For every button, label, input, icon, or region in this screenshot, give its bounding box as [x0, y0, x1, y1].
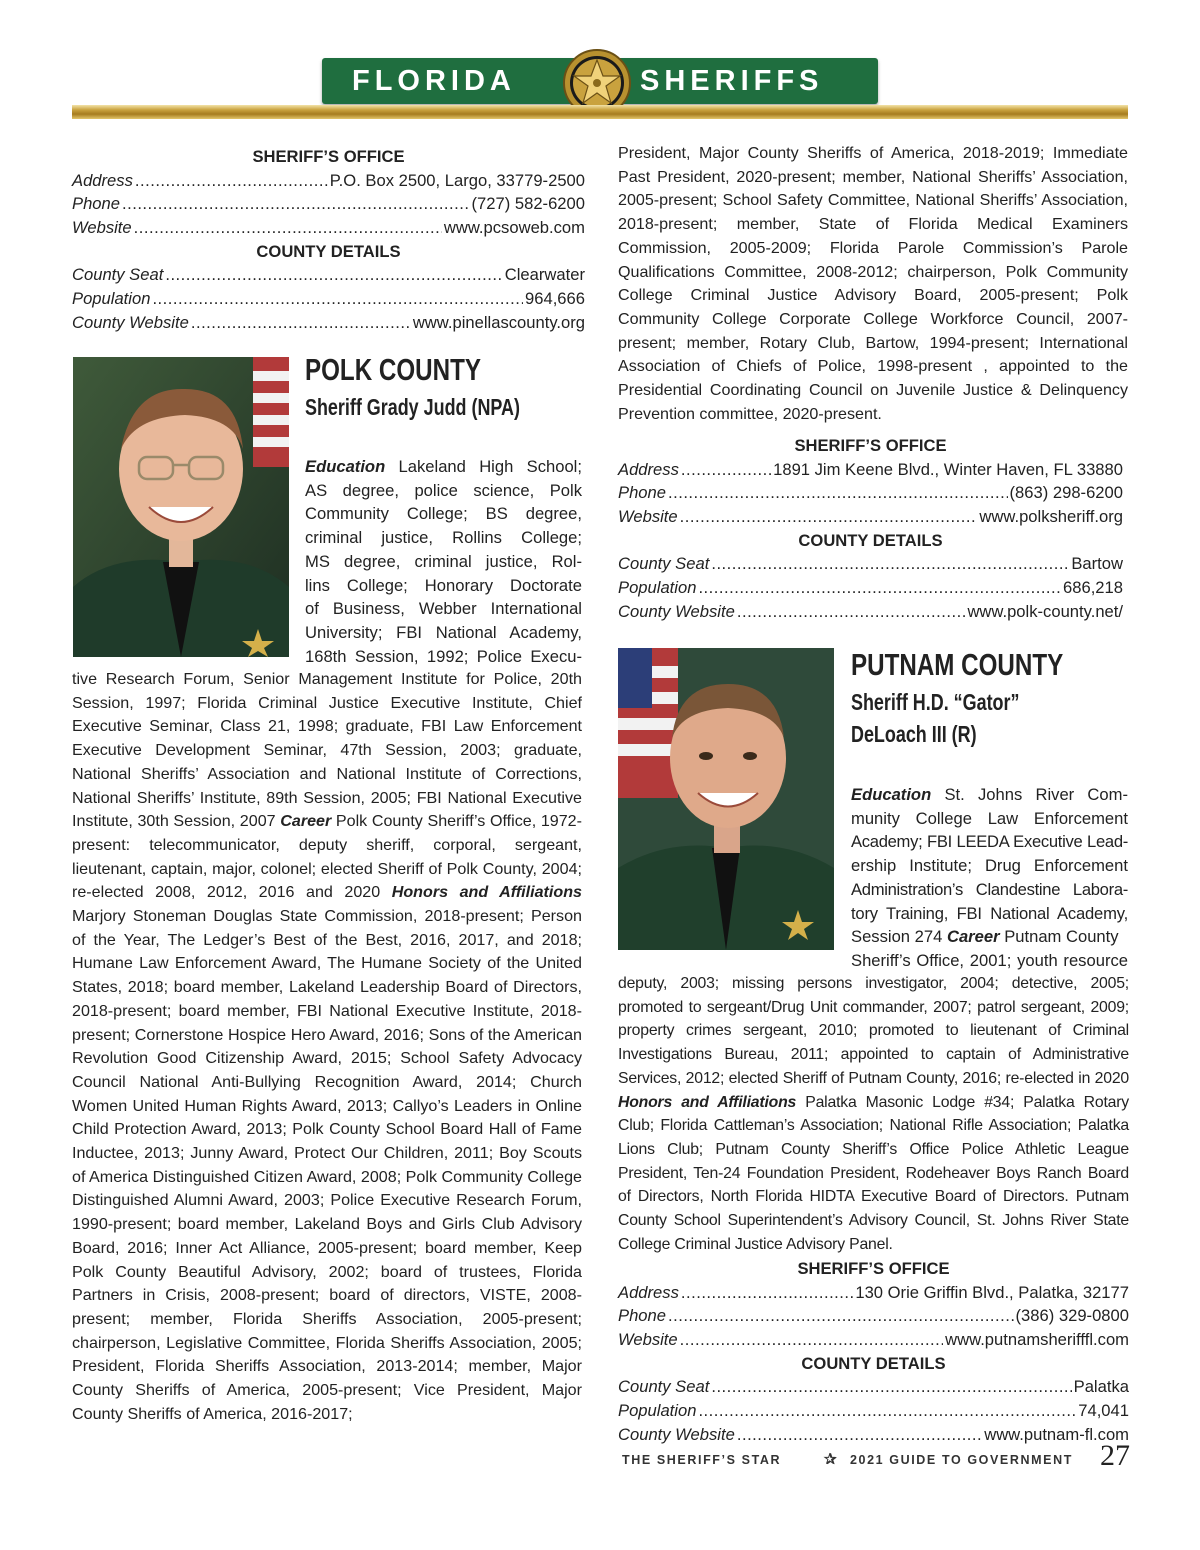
polk-office-heading: SHERIFF’S OFFICE: [794, 436, 947, 455]
polk-wrap-line-7: of Business, Webber International: [305, 599, 582, 619]
putnam-website-row: [618, 1328, 1129, 1352]
pinellas-county-website-label: County Website: [72, 312, 189, 332]
putnam-body-part2: Palatka Masonic Lodge #34; Palatka Rotary Club; Florida Cattleman’s Association; National Rifle Association; Palatka Lions Club; Putnam County Sheriff’s Office Police Athletic League President, Ten-24 Foundation President, Rodeheaver Boys Ranch Board of Directors, North Florida HIDTA Executive Board of Directors. Putnam County School Superintendent’s Advisory Council, St. Johns River State College Criminal Justice Advisory Panel.: [618, 1093, 1129, 1253]
putnam-sheriff-name-line2: DeLoach III (R): [851, 721, 977, 747]
header-gold-rule: [72, 105, 1128, 119]
pinellas-details: [72, 145, 585, 335]
pinellas-population-label: Population: [72, 289, 151, 309]
putnam-address-row: [618, 1281, 1129, 1305]
polk-biography-continued: [618, 142, 1128, 426]
polk-body-continued: President, Major County Sheriffs of America, 2018-2019; Immediate Past President, 2020-present; member, National Sheriffs’ Association, 2005-present; School Safety Committee, National Sheriffs’ Association, 2018-present; member, State of Florida Medical Examiners Commission, 2005-2009; Florida Parole Commission’s Parole Qualifications Committee, 2008-2012; chairperson, Polk Community College Criminal Justice Advisory Board, 2005-present; Polk Community College Corporate College Workforce Council, 2007-present; member, Rotary Club, Bartow, 1994-present; International Association of Chiefs of Police, 1998-present , appointed to the Presidential Coordinating Council on Juvenile Justice & Delinquency Prevention committee, 2020-present.: [618, 144, 1128, 423]
putnam-session: Session 274: [851, 927, 943, 947]
putnam-county-heading: COUNTY DETAILS: [801, 1353, 946, 1373]
putnam-wrap-line-6: tory Training, FBI National Academy,: [851, 903, 1128, 923]
putnam-wrap-line-3: Academy; FBI LEEDA Executive Lead-: [851, 832, 1128, 852]
pinellas-phone: (727) 582-6200: [471, 194, 585, 214]
putnam-sheriff-photo: [618, 648, 834, 950]
page-number: 27: [1100, 1439, 1130, 1472]
putnam-population-label: Population: [618, 1401, 697, 1421]
putnam-career-start: Putnam County: [1004, 927, 1119, 947]
putnam-seat-label: County Seat: [618, 1377, 710, 1397]
polk-county-website-link[interactable]: www.polk-county.net/: [967, 601, 1123, 621]
polk-website-row: [618, 505, 1123, 529]
polk-sheriff-name: Sheriff Grady Judd (NPA): [305, 394, 520, 420]
putnam-phone: (386) 329-0800: [1015, 1306, 1129, 1326]
pinellas-phone-row: [72, 192, 585, 216]
polk-seat-row: [618, 552, 1123, 576]
polk-address: 1891 Jim Keene Blvd., Winter Haven, FL 33880: [773, 459, 1123, 479]
polk-career-label: Career: [280, 812, 332, 831]
polk-wrap-line-3: Community College; BS degree,: [305, 504, 582, 524]
putnam-header: [851, 647, 1131, 749]
putnam-website-link[interactable]: www.putnamsherifffl.com: [945, 1330, 1129, 1350]
putnam-education-label: Education: [851, 785, 932, 804]
putnam-county-title: PUTNAM COUNTY: [851, 647, 1064, 682]
polk-wrap-line-1-text: Lakeland High School;: [398, 457, 582, 476]
polk-website-label: Website: [618, 507, 678, 527]
polk-phone: (863) 298-6200: [1009, 483, 1123, 503]
polk-portrait-image: [73, 357, 289, 657]
leader-dots: [680, 1328, 944, 1352]
polk-wrap-line-6: lins College; Honorary Doctorate: [305, 575, 582, 595]
leader-dots: [122, 192, 470, 216]
polk-seat-label: County Seat: [618, 554, 710, 574]
leader-dots: [737, 600, 966, 624]
putnam-county-website-label: County Website: [618, 1424, 735, 1444]
header-sheriffs-word: SHERIFFS: [640, 65, 824, 97]
putnam-wrap-line-2: munity College Law Enforcement: [851, 808, 1128, 828]
leader-dots: [681, 1281, 853, 1305]
polk-address-label: Address: [618, 459, 679, 479]
pinellas-seat-label: County Seat: [72, 265, 164, 285]
polk-sheriff-photo: [73, 357, 289, 657]
pinellas-website-row: [72, 216, 585, 240]
polk-education-wrap: [305, 455, 582, 668]
polk-phone-row: [618, 481, 1123, 505]
polk-wrap-line-8: University; FBI National Academy,: [305, 622, 582, 642]
putnam-seat-row: [618, 1375, 1129, 1399]
footer-star-icon: ✰: [824, 1451, 839, 1468]
pinellas-county-website-link[interactable]: www.pinellascounty.org: [412, 312, 585, 332]
putnam-wrap-line-8: Sheriff’s Office, 2001; youth resource: [851, 950, 1128, 970]
pinellas-population-row: [72, 287, 585, 311]
footer-guide: 2021 GUIDE TO GOVERNMENT: [850, 1453, 1073, 1467]
putnam-sheriff-name-line1: Sheriff H.D. “Gator”: [851, 689, 1020, 715]
polk-county-title: POLK COUNTY: [305, 352, 481, 387]
polk-phone-label: Phone: [618, 483, 666, 503]
putnam-county-website-link[interactable]: www.putnam-fl.com: [984, 1424, 1129, 1444]
putnam-population-row: [618, 1399, 1129, 1423]
polk-body-part1: tive Research Forum, Senior Management Institute for Police, 20th Session, 1997; Florida Criminal Justice Executive Institute, Chief Executive Seminar, Class 21, 1998; graduate, FBI Law Enforcement Executive Development Seminar, 47th Session, 2003; graduate, National Sheriffs’ Association and National Institute of Corrections, National Sheriffs’ Institute, 89th Session, 2005; FBI National Executive Institute, 30th Session, 2007: [72, 670, 582, 831]
pinellas-website-label: Website: [72, 218, 132, 238]
pinellas-seat: Clearwater: [504, 265, 585, 285]
leader-dots: [698, 1399, 1076, 1423]
footer-publication: THE SHERIFF’S STAR: [622, 1453, 782, 1467]
polk-wrap-line-5: MS degree, criminal justice, Rol-: [305, 551, 582, 571]
polk-honors-label: Honors and Affiliations: [391, 883, 582, 902]
polk-population-label: Population: [618, 578, 697, 598]
polk-wrap-line-1: [305, 455, 582, 479]
leader-dots: [135, 169, 328, 193]
putnam-honors-label: Honors and Affiliations: [618, 1093, 797, 1111]
polk-wrap-line-9: 168th Session, 1992; Police Execu-: [305, 646, 582, 666]
leader-dots: [165, 263, 502, 287]
leader-dots: [681, 458, 771, 482]
putnam-portrait-image: [618, 648, 834, 950]
putnam-seat: Palatka: [1073, 1377, 1129, 1397]
putnam-address-label: Address: [618, 1282, 679, 1302]
putnam-phone-row: [618, 1304, 1129, 1328]
polk-body-part3: Marjory Stoneman Douglas State Commission, 2018-present; Person of the Year, The Ledger’s Best of the Best, 2016, 2017, and 2018; Humane Law Enforcement Award, The Humane Society of the United States, 2018; board member, Lakeland Leadership Board of Directors, 2018-present; board member, FBI National Executive Institute, 2018-present; Cornerstone Hospice Hero Award, 2016; Sons of the American Revolution Good Citizenship Award, 2015; School Safety Advocacy Council National Anti-Bullying Recognition Award, 2014; Church Women United Human Rights Award, 2013; Callyo’s Leaders in Online Child Protection Award, 2013; Polk County School Board Hall of Fame Inductee, 2013; Junny Award, Protect Our Children, 2011; Boy Scouts of America Distinguished Citizen Award, 2008; Polk Community College Distinguished Alumni Award, 2003; Police Executive Research Forum, 1990-present; board member, Lakeland Boys and Girls Club Advisory Board, 2016; Inner Act Alliance, 2005-present; board member, Keep Polk County Beautiful Advisory, 2002; board of trustees, Florida Partners in Crisis, 2008-present; board of directors, VISTE, 2008-present; member, Florida Sheriffs Association, 2005-present; chairperson, Legislative Committee, Florida Sheriffs Association, 2005; President, Florida Sheriffs Association, 2013-2014; member, Major County Sheriffs of America, 2005-present; Vice President, Major County Sheriffs of America, 2016-2017;: [72, 907, 582, 1423]
pinellas-website-link[interactable]: www.pcsoweb.com: [443, 218, 585, 238]
putnam-website-label: Website: [618, 1330, 678, 1350]
polk-population-row: [618, 576, 1123, 600]
pinellas-address-label: Address: [72, 170, 133, 190]
leader-dots: [668, 1304, 1014, 1328]
putnam-details: [618, 1257, 1129, 1447]
header-florida-word: FLORIDA: [352, 65, 516, 97]
putnam-education-wrap: [851, 783, 1128, 973]
putnam-wrap-line-7: [851, 925, 1128, 949]
polk-county-website-label: County Website: [618, 601, 735, 621]
putnam-body-part1: deputy, 2003; missing persons investigator, 2004; detective, 2005; promoted to sergeant/Drug Unit commander, 2007; patrol sergeant, 2009; property crimes sergeant, 2010; promoted to lieutenant of Criminal Investigations Bureau, 2011; appointed to captain of Administrative Services, 2012; elected Sheriff of Putnam County, 2016; re-elected in 2020: [618, 975, 1129, 1087]
leader-dots: [191, 311, 411, 335]
polk-wrap-line-2: AS degree, police science, Polk: [305, 480, 582, 500]
leader-dots: [711, 552, 1069, 576]
putnam-career-label: Career: [946, 927, 1000, 947]
putnam-population: 74,041: [1078, 1401, 1129, 1421]
putnam-address: 130 Orie Griffin Blvd., Palatka, 32177: [855, 1282, 1129, 1302]
leader-dots: [134, 216, 442, 240]
leader-dots: [711, 1375, 1071, 1399]
pinellas-seat-row: [72, 263, 585, 287]
leader-dots: [680, 505, 978, 529]
polk-body-part2: Polk County Sheriff’s Office, 1972-present: telecommunicator, deputy sheriff, corporal, sergeant, lieutenant, captain, major, colonel; elected Sheriff of Polk County, 2004; re-elected 2008, 2012, 2016 and 2020: [72, 812, 582, 902]
putnam-office-heading: SHERIFF’S OFFICE: [797, 1259, 950, 1278]
pinellas-office-heading: SHERIFF’S OFFICE: [252, 147, 405, 166]
polk-population: 686,218: [1063, 578, 1123, 598]
pinellas-county-website-row: [72, 311, 585, 335]
polk-biography: [72, 668, 582, 1427]
polk-website-link[interactable]: www.polksheriff.org: [979, 507, 1123, 527]
leader-dots: [668, 481, 1008, 505]
putnam-phone-label: Phone: [618, 1306, 666, 1326]
leader-dots: [698, 576, 1061, 600]
polk-seat: Bartow: [1071, 554, 1123, 574]
putnam-wrap-line-5: Administration’s Clandestine Labora-: [851, 879, 1128, 899]
pinellas-address: P.O. Box 2500, Largo, 33779-2500: [329, 170, 585, 190]
putnam-biography: [618, 972, 1129, 1256]
putnam-wrap-line-1-text: St. Johns River Com-: [944, 785, 1128, 804]
polk-wrap-line-4: criminal justice, Rollins College;: [305, 528, 582, 548]
pinellas-population: 964,666: [525, 289, 585, 309]
leader-dots: [152, 287, 523, 311]
polk-county-website-row: [618, 600, 1123, 624]
polk-header: [305, 352, 585, 422]
pinellas-county-heading: COUNTY DETAILS: [256, 241, 401, 261]
page-footer: [618, 1437, 1130, 1477]
pinellas-phone-label: Phone: [72, 194, 120, 214]
putnam-wrap-line-1: [851, 783, 1128, 807]
polk-education-label: Education: [305, 457, 386, 476]
pinellas-address-row: [72, 169, 585, 193]
polk-details: [618, 434, 1123, 624]
polk-county-heading: COUNTY DETAILS: [798, 530, 943, 550]
polk-address-row: [618, 458, 1123, 482]
putnam-wrap-line-4: ership Institute; Drug Enforcement: [851, 856, 1128, 876]
